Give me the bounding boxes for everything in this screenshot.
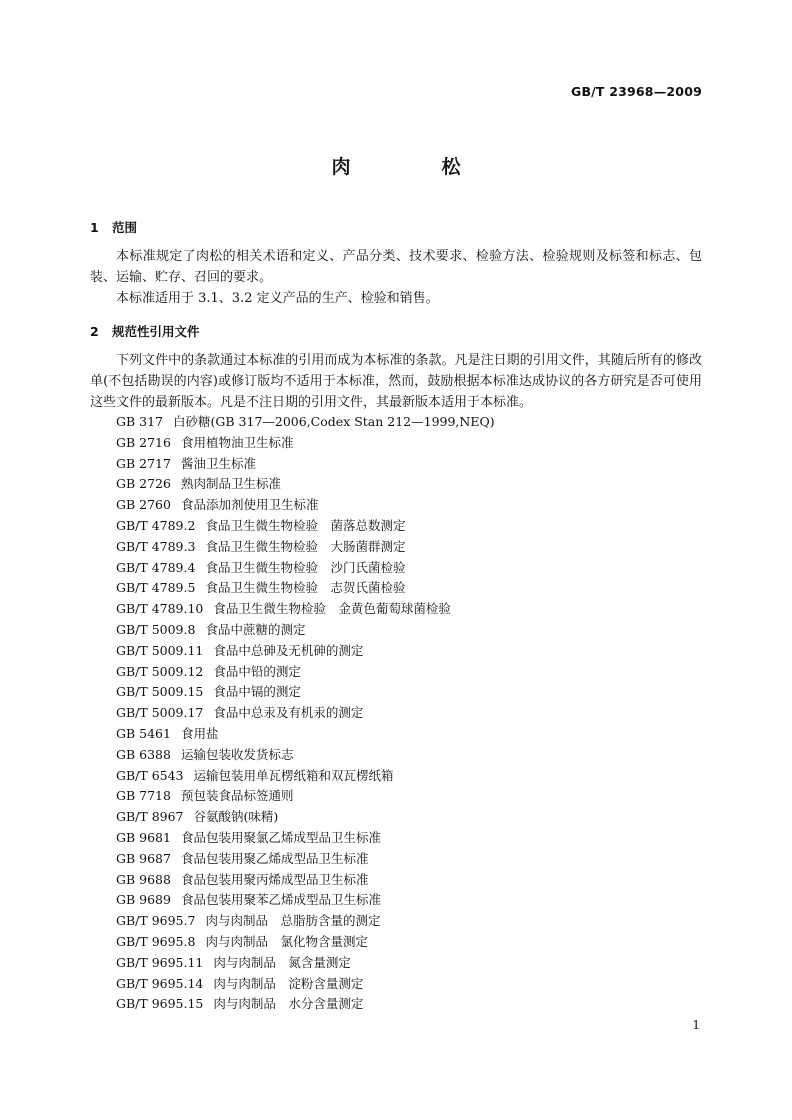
reference-list	[116, 412, 495, 1015]
reference-title: 运输包装收发货标志	[180, 746, 294, 762]
reference-item	[116, 578, 495, 599]
reference-title: 食品包装用聚苯乙烯成型品卫生标准	[180, 892, 381, 908]
reference-code: GB/T 6543	[116, 767, 184, 783]
reference-item	[116, 537, 495, 558]
reference-code: GB 9681	[116, 829, 171, 845]
reference-title: 食品卫生微生物检验 沙门氏菌检验	[205, 559, 406, 575]
reference-code: GB 5461	[116, 725, 171, 741]
reference-code: GB 2726	[116, 476, 171, 492]
reference-item	[116, 454, 495, 475]
reference-code: GB 9687	[116, 850, 171, 866]
reference-item	[116, 932, 495, 953]
reference-title: 食品包装用聚乙烯成型品卫生标准	[180, 850, 369, 866]
reference-item	[116, 662, 495, 683]
section-heading-references	[90, 322, 200, 340]
reference-code: GB/T 9695.14	[116, 975, 204, 991]
reference-title: 肉与肉制品 氮含量测定	[213, 954, 351, 970]
reference-item	[116, 558, 495, 579]
reference-code: GB/T 5009.15	[116, 684, 204, 700]
document-title: 肉 松	[331, 156, 497, 178]
reference-item	[116, 474, 495, 495]
reference-title: 熟肉制品卫生标准	[180, 476, 281, 492]
reference-code: GB 2716	[116, 434, 171, 450]
reference-title: 肉与肉制品 氯化物含量测定	[205, 933, 368, 949]
reference-item	[116, 870, 495, 891]
reference-title: 白砂糖(GB 317—2006,Codex Stan 212—1999,NEQ)	[173, 414, 495, 429]
reference-code: GB 9688	[116, 871, 171, 887]
page-number: 1	[692, 1018, 700, 1032]
reference-title: 食品卫生微生物检验 金黄色葡萄球菌检验	[213, 601, 451, 617]
reference-item	[116, 807, 495, 828]
reference-code: GB 317	[116, 414, 164, 429]
reference-title: 预包装食品标签通则	[180, 788, 294, 804]
section-heading-scope	[90, 218, 137, 236]
reference-code: GB/T 9695.7	[116, 913, 196, 929]
reference-title: 食品中镉的测定	[213, 684, 301, 700]
reference-code: GB 6388	[116, 746, 171, 762]
reference-title: 食品卫生微生物检验 大肠菌群测定	[205, 538, 406, 554]
reference-item	[116, 641, 495, 662]
reference-item	[116, 703, 495, 724]
reference-title: 运输包装用单瓦楞纸箱和双瓦楞纸箱	[193, 767, 394, 783]
reference-code: GB/T 9695.15	[116, 996, 204, 1012]
reference-title: 食品包装用聚氯乙烯成型品卫生标准	[180, 829, 381, 845]
reference-title: 食品中总砷及无机砷的测定	[213, 642, 364, 658]
reference-item	[116, 766, 495, 787]
section-title: 规范性引用文件	[112, 324, 200, 339]
reference-title: 食品卫生微生物检验 菌落总数测定	[205, 517, 406, 533]
reference-title: 肉与肉制品 总脂肪含量的测定	[205, 913, 381, 929]
reference-code: GB/T 5009.17	[116, 705, 204, 721]
section-title: 范围	[112, 220, 138, 235]
reference-item	[116, 994, 495, 1015]
reference-code: GB/T 5009.8	[116, 621, 196, 637]
reference-item	[116, 890, 495, 911]
reference-code: GB 2717	[116, 455, 171, 471]
reference-item	[116, 828, 495, 849]
reference-title: 食品包装用聚丙烯成型品卫生标准	[180, 871, 369, 887]
reference-title: 食品添加剂使用卫生标准	[180, 497, 319, 513]
reference-item	[116, 620, 495, 641]
reference-code: GB/T 8967	[116, 809, 184, 825]
reference-title: 酱油卫生标准	[180, 455, 256, 471]
reference-item	[116, 911, 495, 932]
reference-item	[116, 786, 495, 807]
reference-item	[116, 724, 495, 745]
reference-title: 食品中蔗糖的测定	[205, 621, 306, 637]
document-code: GB/T 23968—2009	[570, 84, 702, 99]
reference-code: GB 7718	[116, 788, 171, 804]
reference-title: 食品中总汞及有机汞的测定	[213, 705, 364, 721]
reference-code: GB/T 9695.8	[116, 933, 196, 949]
reference-item	[116, 682, 495, 703]
reference-title: 食用植物油卫生标准	[180, 434, 294, 450]
reference-code: GB/T 4789.4	[116, 559, 196, 575]
reference-code: GB 2760	[116, 497, 171, 513]
reference-item	[116, 974, 495, 995]
reference-code: GB/T 4789.2	[116, 517, 196, 533]
reference-code: GB 9689	[116, 892, 171, 908]
references-intro-paragraph: 下列文件中的条款通过本标准的引用而成为本标准的条款。凡是注日期的引用文件，其随后所有的修改单(不包括勘误的内容)或修订版均不适用于本标准，然而，鼓励根据本标准达成协议的各方研究是否可使用这些文件的最新版本。凡是不注日期的引用文件，其最新版本适用于本标准。	[90, 353, 702, 410]
reference-code: GB/T 4789.5	[116, 580, 196, 596]
section-number: 2	[90, 324, 99, 339]
reference-item	[116, 953, 495, 974]
reference-code: GB/T 5009.11	[116, 642, 204, 658]
reference-item	[116, 516, 495, 537]
reference-item	[116, 849, 495, 870]
reference-title: 谷氨酸钠(味精)	[193, 809, 279, 825]
scope-paragraph-1: 本标准规定了肉松的相关术语和定义、产品分类、技术要求、检验方法、检验规则及标签和标志、包装、运输、贮存、召回的要求。	[90, 249, 702, 285]
reference-item	[116, 495, 495, 516]
section-number: 1	[90, 220, 99, 235]
reference-code: GB/T 4789.3	[116, 538, 196, 554]
reference-item	[116, 412, 495, 433]
reference-code: GB/T 4789.10	[116, 601, 204, 617]
reference-item	[116, 433, 495, 454]
reference-code: GB/T 9695.11	[116, 954, 204, 970]
reference-code: GB/T 5009.12	[116, 663, 204, 679]
reference-title: 食品卫生微生物检验 志贺氏菌检验	[205, 580, 406, 596]
reference-title: 肉与肉制品 淀粉含量测定	[213, 975, 364, 991]
scope-paragraph-2: 本标准适用于 3.1、3.2 定义产品的生产、检验和销售。	[116, 291, 439, 306]
reference-title: 食用盐	[180, 725, 219, 741]
reference-item	[116, 599, 495, 620]
reference-title: 肉与肉制品 水分含量测定	[213, 996, 364, 1012]
reference-item	[116, 745, 495, 766]
reference-title: 食品中铅的测定	[213, 663, 301, 679]
